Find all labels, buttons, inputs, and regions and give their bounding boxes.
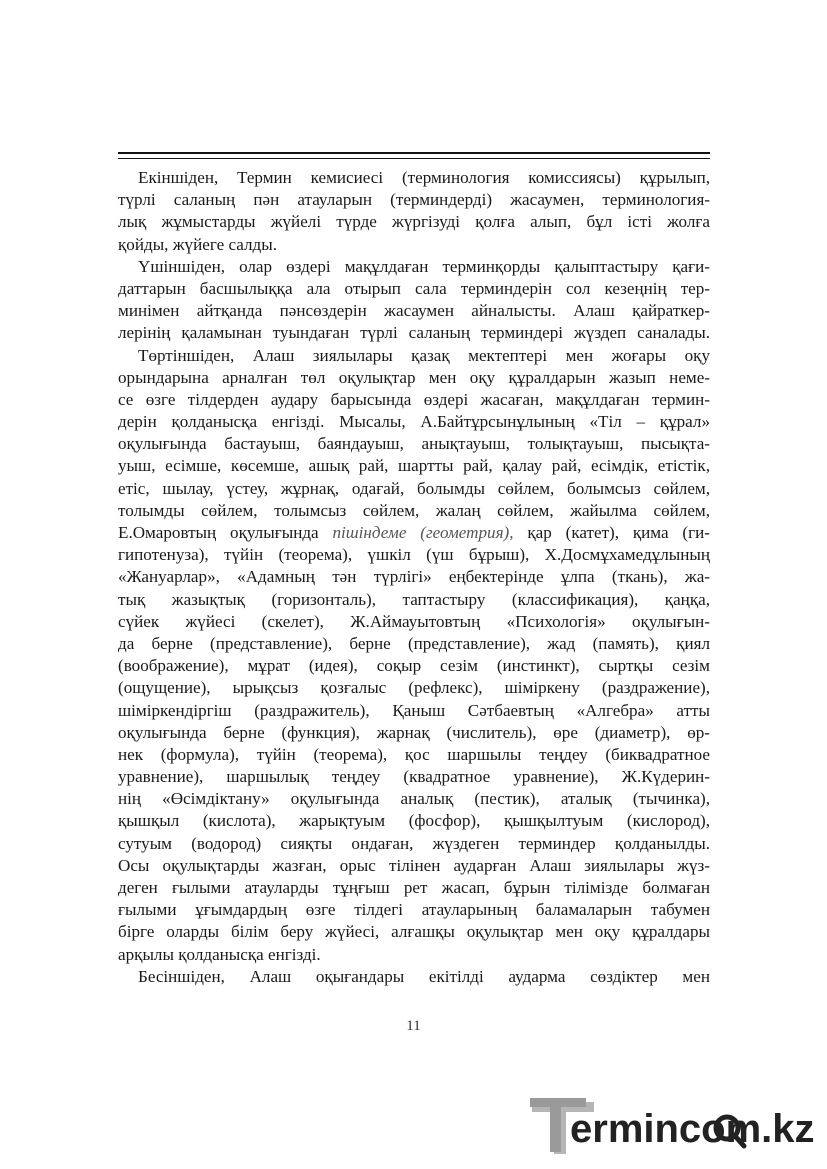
- svg-text:ermincom.kz: ermincom.kz: [570, 1107, 815, 1151]
- paragraph-line: (ощущение), ырықсыз қозғалыс (рефлекс), шіміркену (раздражение),: [118, 678, 710, 698]
- paragraph-line: Төртіншіден, Алаш зиялылары қазақ мектептері мен жоғары оқу: [138, 345, 710, 365]
- paragraph-line: нің «Өсімдіктану» оқулығында аналық (пестик), аталық (тычинка),: [118, 789, 710, 809]
- paragraph-line: Үшіншіден, олар өздері мақұлдаған терминқорды қалыптастыру қағи-: [138, 256, 710, 276]
- page-number: 11: [406, 1018, 421, 1034]
- header-rule-thin: [118, 158, 710, 159]
- paragraph-line-mixed: [118, 522, 710, 544]
- paragraph-line: бірге оларды білім беру жүйесі, алғашқы оқулықтар мен оқу құралдары: [118, 922, 710, 942]
- paragraph-line: толымды сөйлем, толымсыз сөйлем, жалаң сөйлем, жайылма сөйлем,: [118, 500, 710, 520]
- paragraph-line: орындарына арналған төл оқулықтар мен оқу құралдарын жазып неме-: [118, 367, 710, 387]
- paragraph-line: арқылы қолданысқа енгізді.: [118, 944, 321, 964]
- italic-term: пішіндеме (геометрия),: [332, 523, 514, 542]
- paragraph-line: оқулығында берне (функция), жарнақ (числитель), өре (диаметр), өр-: [118, 722, 710, 742]
- paragraph-line: лық жұмыстарды жүйелі түрде жүргізуді қолға алып, бұл істі жолға: [118, 212, 710, 232]
- paragraph-line: деген ғылыми атауларды тұңғыш рет жасап, бұрын тілімізде болмаған: [118, 878, 710, 897]
- logo-wordmark: [530, 1092, 820, 1162]
- paragraph-line: да берне (представление), берне (представление), жад (память), қиял: [118, 633, 710, 653]
- paragraph-line: қышқыл (кислота), жарықтуым (фосфор), қышқылтуым (кислород),: [118, 811, 710, 831]
- paragraph-line: Осы оқулықтарды жазған, орыс тілінен аударған Алаш зиялылары жүз-: [118, 855, 710, 875]
- paragraph-line: етіс, шылау, үстеу, жұрнақ, одағай, болымды сөйлем, болымсыз сөйлем,: [118, 478, 710, 498]
- paragraph-line: гипотенуза), түйін (теорема), үшкіл (үш бұрыш), Х.Досмұхамедұлының: [118, 545, 710, 565]
- paragraph-line: ғылыми ұғымдардың өзге тілдегі атауларының баламаларын табумен: [118, 900, 710, 920]
- termincom-logo: [530, 1092, 820, 1162]
- paragraph-line: дерін қолданысқа енгізді. Мысалы, А.Байтұрсынұлының «Тіл – құрал»: [118, 412, 710, 432]
- text-run: қар (катет), қима (ги-: [513, 523, 710, 542]
- paragraph-line: уравнение), шаршылық теңдеу (квадратное уравнение), Ж.Күдерин-: [118, 767, 710, 787]
- paragraph-line: минімен айтқанда пәнсөздерін жасаумен айналысты. Алаш қайраткер-: [118, 301, 710, 321]
- paragraph-line: Бесіншіден, Алаш оқығандары екітілді аударма сөздіктер мен: [138, 966, 710, 986]
- header-rule-thick: [118, 152, 710, 154]
- paragraph-line: се өзге тілдерден аудару барысында өздері жасаған, мақұлдаған термин-: [118, 389, 710, 409]
- paragraph-line: тық жазықтық (горизонталь), таптастыру (классификация), қаңқа,: [118, 589, 710, 609]
- paragraph-line: Екіншіден, Термин кемисиесі (терминология комиссиясы) құрылып,: [138, 168, 710, 187]
- paragraph-line: даттарын басшылыққа ала отырып сала терминдерін сол кезеңнің тер-: [118, 278, 710, 298]
- paragraph-line: нек (формула), түйін (теорема), қос шаршылы теңдеу (биквадратное: [118, 744, 710, 764]
- page-text: [118, 167, 710, 988]
- text-run: Е.Омаровтың оқулығында: [118, 523, 333, 542]
- paragraph-line: сүйек жүйесі (скелет), Ж.Аймауытовтың «Психологія» оқулығын-: [118, 611, 710, 631]
- paragraph-line: қойды, жүйеге салды.: [118, 234, 277, 254]
- paragraph-line: сутуым (водород) сияқты ондаған, жүздеген терминдер қолданылды.: [118, 833, 710, 853]
- paragraph-line: оқулығында бастауыш, баяндауыш, анықтауыш, толықтауыш, пысықта-: [118, 434, 710, 454]
- paragraph-line: шіміркендіргіш (раздражитель), Қаныш Сәтбаевтың «Алгебра» атты: [118, 700, 710, 720]
- paragraph-line: уыш, есімше, көсемше, ашық рай, шартты рай, қалау рай, есімдік, етістік,: [118, 456, 710, 476]
- paragraph-line: «Жануарлар», «Адамның тән түрлігі» еңбектерінде ұлпа (ткань), жа-: [118, 567, 710, 587]
- paragraph-line: лерінің қаламынан туындаған түрлі саланың терминдері жүздеп саналады.: [118, 323, 710, 343]
- paragraph-line: түрлі саланың пән атауларын (терминдерді) жасаумен, терминология-: [118, 190, 710, 210]
- paragraph-line: (воображение), мұрат (идея), соқыр сезім (инстинкт), сыртқы сезім: [118, 656, 710, 676]
